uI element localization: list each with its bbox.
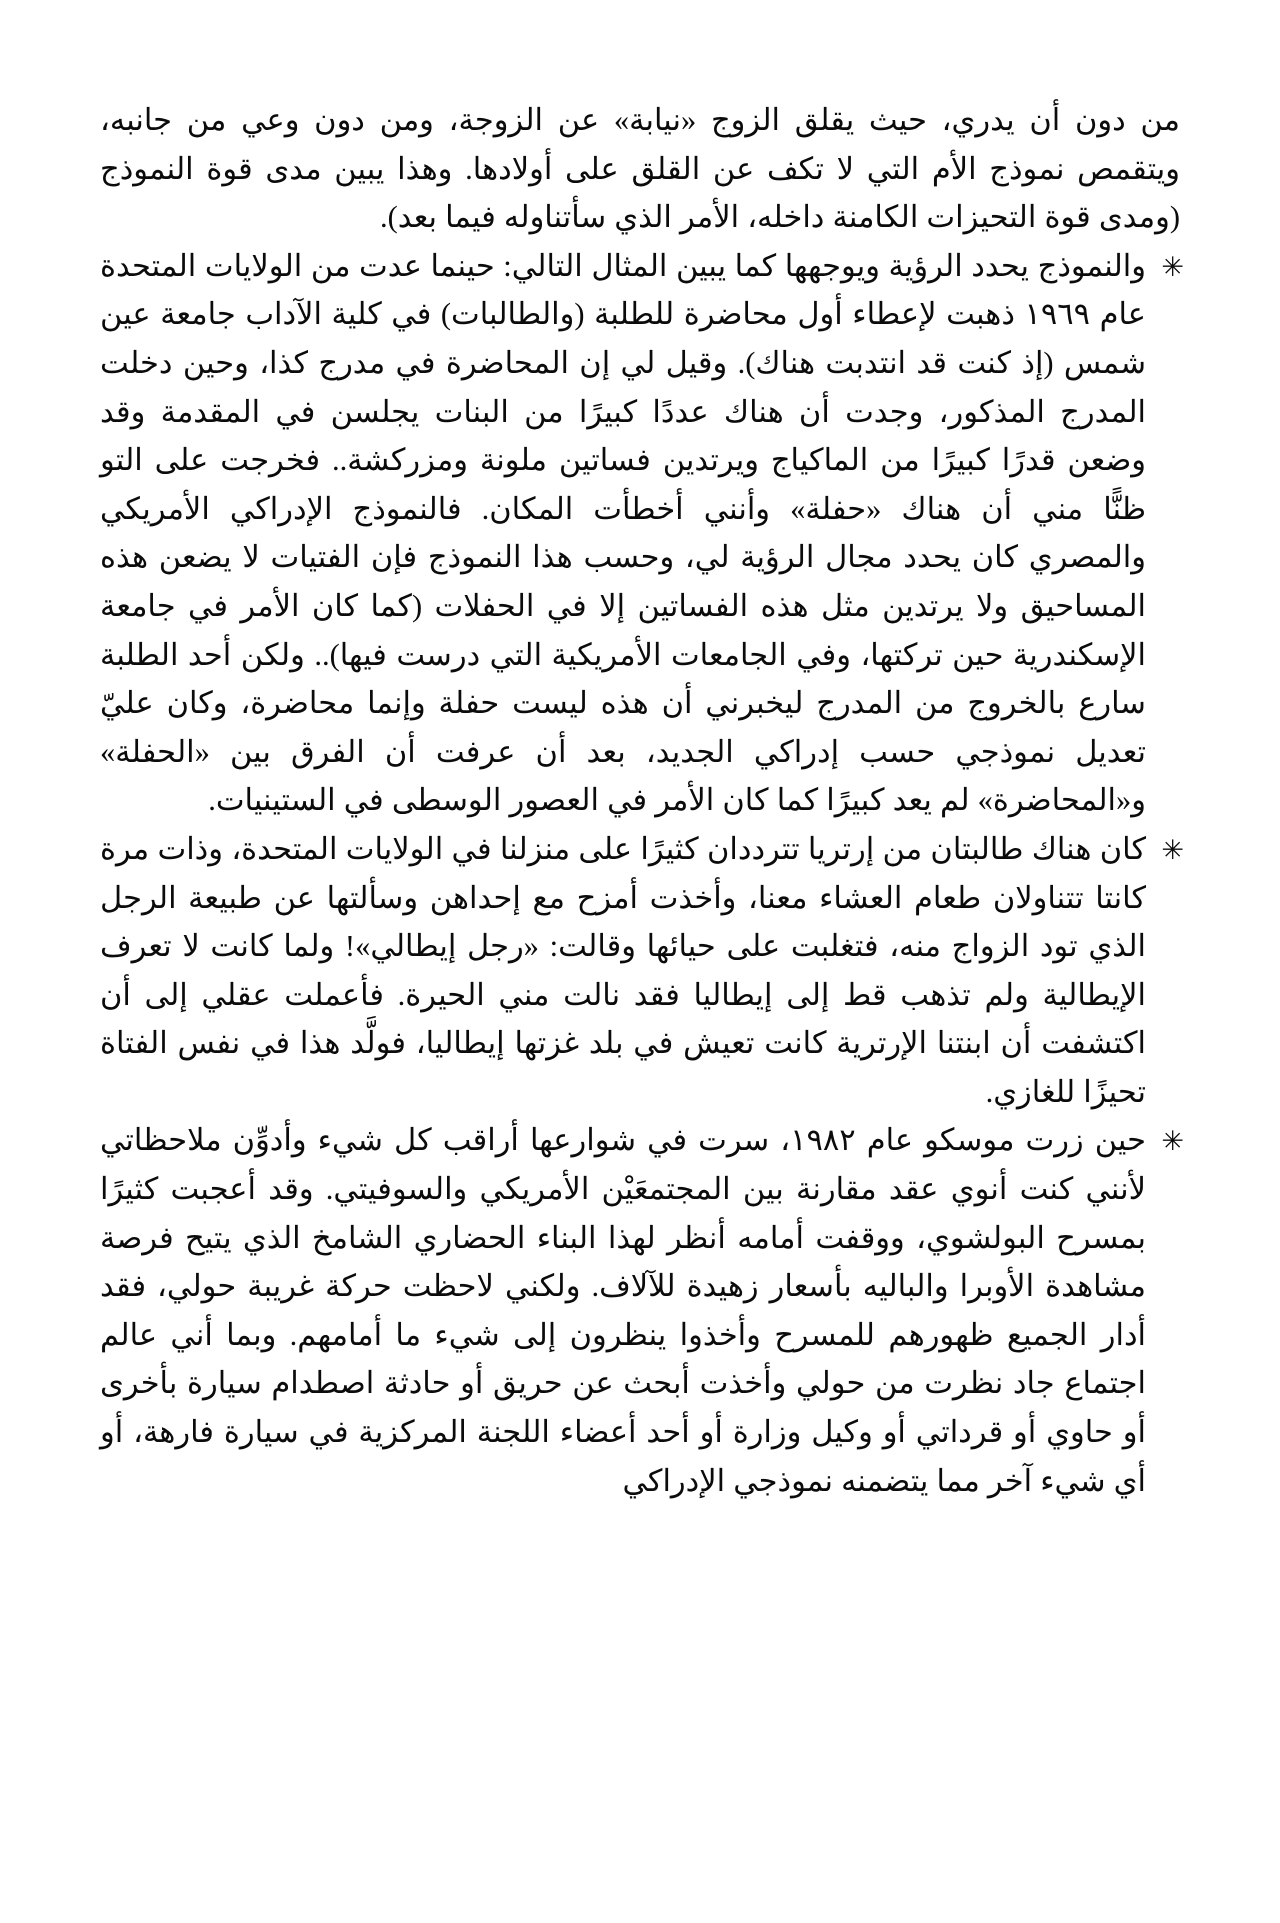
paragraph-4-text: حين زرت موسكو عام ١٩٨٢، سرت في شوارعها أراقب كل شيء وأدوِّن ملاحظاتي لأنني كنت أنوي عقد مقارنة بين المجتمعَيْن الأمريكي والسوفيتي. وقد أعجبت كثيرًا بمسرح البولشوي، ووقفت أمامه أنظر لهذا البناء الحضاري الشامخ الذي يتيح فرصة مشاهدة الأوبرا والباليه بأسعار زهيدة للآلاف. ولكني لاحظت حركة غريبة حولي، فقد أدار الجميع ظهورهم للمسرح وأخذوا ينظرون إلى شيء ما أمامهم. وبما أني عالم اجتماع جاد نظرت من حولي وأخذت أبحث عن حريق أو حادثة اصطدام سيارة بأخرى أو حاوي أو قرداتي أو وكيل وزارة أو أحد أعضاء اللجنة المركزية في سيارة فارهة، أو أي شيء آخر مما يتضمنه نموذجي الإدراكي: [100, 1123, 1146, 1498]
paragraph-2: [100, 242, 1184, 825]
asterisk-bullet-icon: ✳: [1161, 834, 1184, 866]
asterisk-bullet-icon: ✳: [1161, 1126, 1184, 1158]
paragraph-2-text: والنموذج يحدد الرؤية ويوجهها كما يبين المثال التالي: حينما عدت من الولايات المتحدة عام ١٩٦٩ ذهبت لإعطاء أول محاضرة للطلبة (والطالبات) في كلية الآداب جامعة عين شمس (إذ كنت قد انتدبت هناك). وقيل لي إن المحاضرة في مدرج كذا، وحين دخلت المدرج المذكور، وجدت أن هناك عددًا كبيرًا من البنات يجلسن في المقدمة وقد وضعن قدرًا كبيرًا من الماكياج ويرتدين فساتين ملونة ومزركشة.. فخرجت على التو ظنًّا مني أن هناك «حفلة» وأنني أخطأت المكان. فالنموذج الإدراكي الأمريكي والمصري كان يحدد مجال الرؤية لي، وحسب هذا النموذج فإن الفتيات لا يضعن هذه المساحيق ولا يرتدين مثل هذه الفساتين إلا في الحفلات (كما كان الأمر في جامعة الإسكندرية حين تركتها، وفي الجامعات الأمريكية التي درست فيها).. ولكن أحد الطلبة سارع بالخروج من المدرج ليخبرني أن هذه ليست حفلة وإنما محاضرة، وكان عليّ تعديل نموذجي حسب إدراكي الجديد، بعد أن عرفت أن الفرق بين «الحفلة» و«المحاضرة» لم يعد كبيرًا كما كان الأمر في العصور الوسطى في الستينيات.: [100, 248, 1146, 818]
paragraph-1-text: من دون أن يدري، حيث يقلق الزوج «نيابة» عن الزوجة، ومن دون وعي من جانبه، ويتقمص نموذج الأم التي لا تكف عن القلق على أولادها. وهذا يبين مدى قوة النموذج (ومدى قوة التحيزات الكامنة داخله، الأمر الذي سأتناوله فيما بعد).: [100, 103, 1180, 235]
paragraph-3: [100, 825, 1184, 1117]
body-text-column: [100, 96, 1184, 1505]
asterisk-bullet-icon: ✳: [1161, 251, 1184, 283]
paragraph-1: [100, 96, 1180, 242]
paragraph-4: [100, 1116, 1184, 1505]
paragraph-3-text: كان هناك طالبتان من إرتريا تترددان كثيرًا على منزلنا في الولايات المتحدة، وذات مرة كانتا تتناولان طعام العشاء معنا، وأخذت أمزح مع إحداهن وسألتها عن طبيعة الرجل الذي تود الزواج منه، فتغلبت على حيائها وقالت: «رجل إيطالي»! ولما كانت لا تعرف الإيطالية ولم تذهب قط إلى إيطاليا فقد نالت مني الحيرة. فأعملت عقلي إلى أن اكتشفت أن ابنتنا الإرترية كانت تعيش في بلد غزتها إيطاليا، فولَّد هذا في نفس الفتاة تحيزًا للغازي.: [100, 831, 1146, 1109]
